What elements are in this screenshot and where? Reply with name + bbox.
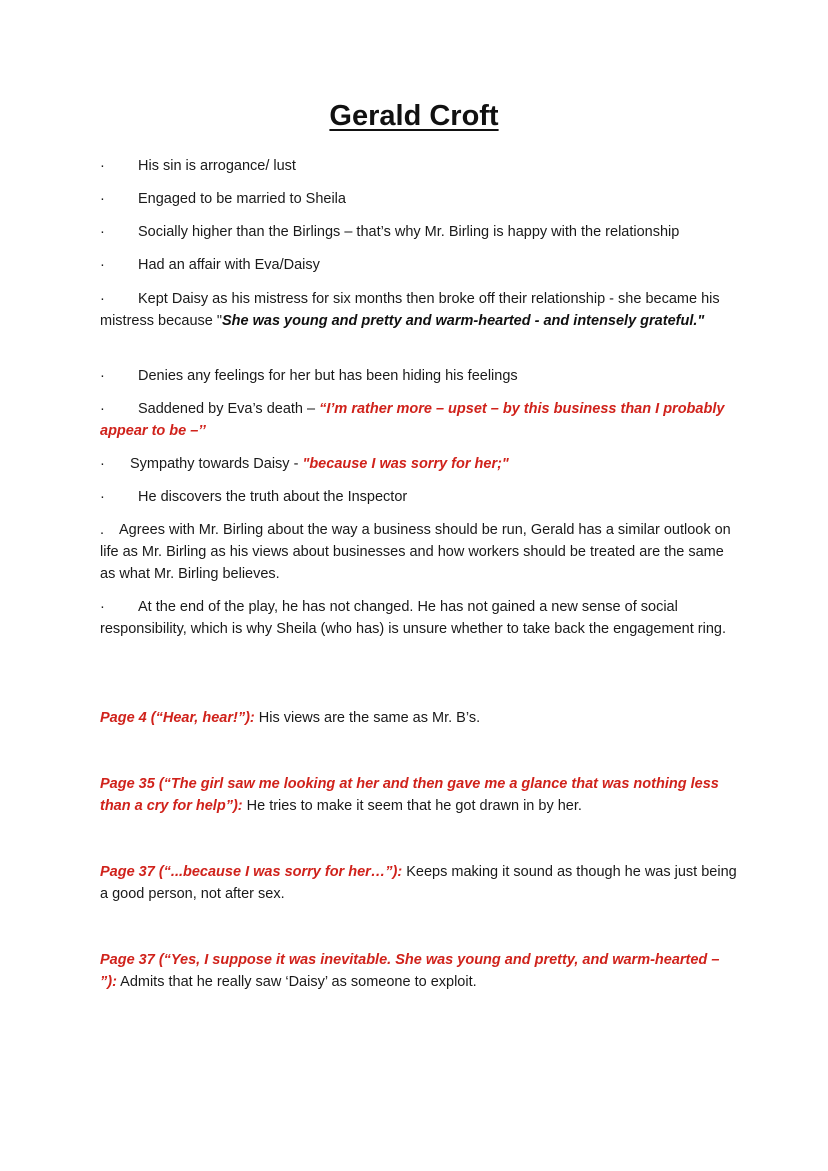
bullet: · (100, 368, 105, 384)
item-text: At the end of the play, he has not changed. He has not gained a new sense of social responsibility, which is why Sheila (who has) is unsure whether to take back the engagement ring. (100, 599, 726, 637)
list-item (100, 486, 740, 508)
bullet: · (100, 191, 105, 207)
item-text: Saddened by Eva’s death – (138, 401, 320, 417)
page-ref-comment: Keeps making it sound as though he was just being a good person, not after sex. (100, 864, 737, 902)
item-text: Kept Daisy as his mistress for six months then broke off their relationship - she became his mistress because " (100, 291, 720, 329)
bullet: · (100, 291, 105, 307)
item-quote: "because I was sorry for her;" (302, 456, 509, 472)
bullet: · (100, 599, 105, 615)
page-reference (100, 773, 740, 817)
page-reference (100, 949, 740, 993)
list-item (100, 188, 740, 210)
item-quote-close: " (697, 313, 705, 329)
page-ref-comment: He tries to make it seem that he got drawn in by her. (242, 798, 582, 814)
page-ref-comment: His views are the same as Mr. B’s. (254, 710, 481, 726)
bullet: . (100, 522, 105, 538)
list-item (100, 155, 740, 177)
page-ref-comment: Admits that he really saw ‘Daisy’ as someone to exploit. (116, 974, 477, 990)
item-text: Engaged to be married to Sheila (138, 191, 346, 207)
item-text: Agrees with Mr. Birling about the way a business should be run, Gerald has a similar outlook on life as Mr. Birling as his views about businesses and how workers should be treated are the same as what Mr. Birling believes. (100, 522, 731, 582)
list-item (100, 453, 740, 475)
page-ref-label: Page 37 (“...because I was sorry for her…”): (100, 864, 403, 880)
list-item (100, 221, 740, 243)
bullet: · (100, 257, 105, 273)
page-reference (100, 707, 740, 729)
page-title: Gerald Croft (329, 100, 499, 132)
bullet: · (100, 158, 105, 174)
item-quote: “I’m rather more – upset – by this business than I probably appear to be –’’ (100, 401, 725, 439)
list-item (100, 365, 740, 387)
bullet: · (100, 489, 105, 505)
list-item (100, 254, 740, 276)
item-text: Had an affair with Eva/Daisy (138, 257, 320, 273)
item-text: His sin is arrogance/ lust (138, 158, 296, 174)
list-item (100, 288, 740, 332)
item-text: He discovers the truth about the Inspector (138, 489, 408, 505)
list-item (100, 596, 740, 640)
bullet: · (100, 456, 105, 472)
item-text: Denies any feelings for her but has been hiding his feelings (138, 368, 518, 384)
page-reference (100, 861, 740, 905)
page-ref-label: Page 4 (“Hear, hear!”): (100, 710, 255, 726)
list-item (100, 398, 740, 442)
bullet: · (100, 224, 105, 240)
item-quote: She was young and pretty and warm-hearted - and intensely grateful. (222, 313, 698, 329)
page-ref-label: Page 37 (“Yes, I suppose it was inevitable. She was young and pretty, and warm-hearted – ”): (100, 952, 720, 990)
bullet: · (100, 401, 105, 417)
item-text: Socially higher than the Birlings – that’s why Mr. Birling is happy with the relationship (138, 224, 680, 240)
list-item (100, 519, 740, 585)
item-text: Sympathy towards Daisy - (130, 456, 303, 472)
page-ref-label: Page 35 (“The girl saw me looking at her and then gave me a glance that was nothing less than a cry for help”): (100, 776, 719, 814)
